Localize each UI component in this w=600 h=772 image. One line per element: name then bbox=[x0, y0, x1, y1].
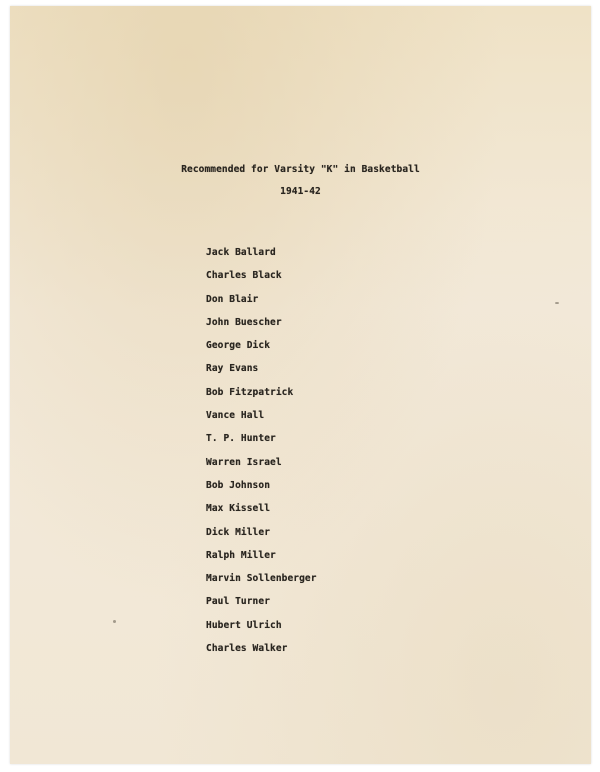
list-item: Bob Fitzpatrick bbox=[206, 386, 294, 398]
document-year: 1941-42 bbox=[280, 186, 321, 197]
document-page bbox=[10, 6, 591, 764]
list-item: T. P. Hunter bbox=[206, 433, 276, 445]
document-heading bbox=[10, 164, 591, 197]
list-item: Paul Turner bbox=[206, 596, 271, 608]
list-item: Jack Ballard bbox=[206, 247, 276, 258]
name-list bbox=[206, 241, 317, 660]
list-item: George Dick bbox=[206, 340, 271, 352]
document-title: Recommended for Varsity "K" in Basketball bbox=[181, 164, 420, 175]
list-item: Ralph Miller bbox=[206, 549, 276, 561]
list-item: Bob Johnson bbox=[206, 479, 271, 491]
list-item: John Buescher bbox=[206, 316, 282, 328]
list-item: Don Blair bbox=[206, 293, 259, 305]
list-item: Vance Hall bbox=[206, 410, 265, 422]
list-item: Hubert Ulrich bbox=[206, 619, 282, 631]
list-item: Charles Walker bbox=[206, 643, 288, 655]
list-item: Marvin Sollenberger bbox=[206, 573, 317, 585]
list-item: Dick Miller bbox=[206, 526, 271, 538]
list-item: Charles Black bbox=[206, 270, 282, 282]
list-item: Max Kissell bbox=[206, 503, 271, 515]
list-item: Warren Israel bbox=[206, 456, 282, 468]
paper-speck bbox=[113, 620, 116, 623]
paper-speck bbox=[555, 302, 559, 304]
list-item: Ray Evans bbox=[206, 363, 259, 375]
